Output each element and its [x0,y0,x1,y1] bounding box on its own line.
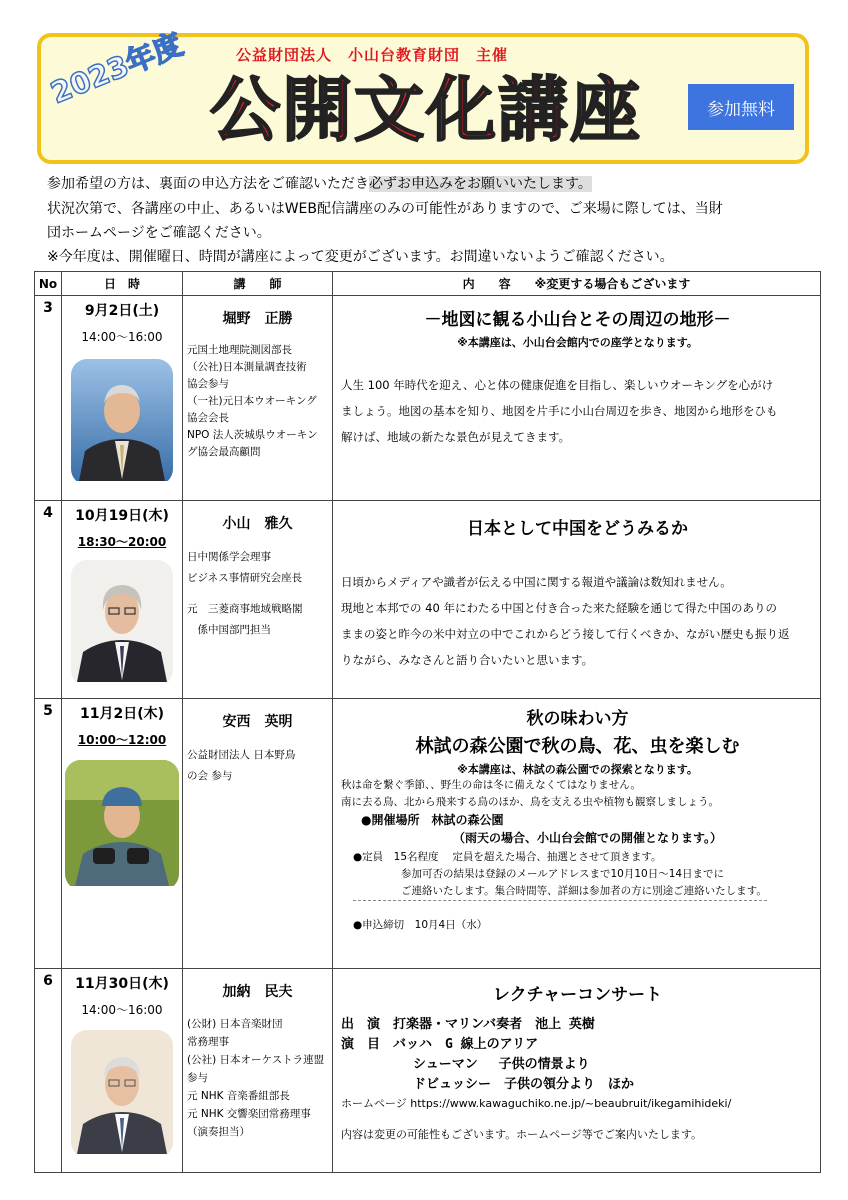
lecture-title: レクチャーコンサート [492,985,663,1005]
lecture-title: 秋の味わい方 [526,709,629,729]
notice-line-4: ※今年度は、開催曜日、時間が講座によって変更がございます。お間違いないようご確認ください。 [47,249,674,265]
lecture-time: 10:00～12:00 [77,733,167,747]
lecture-date-cell [62,501,183,699]
lecture-title: －地図に観る小山台とその周辺の地形－ [424,310,731,330]
lecture-title: 日本として中国をどうみるか [467,519,688,539]
notice-line-1 [47,173,592,195]
lecturer-photo [71,1030,173,1158]
lecturer-photo [65,760,179,890]
lecturer-cell [183,969,333,1173]
lecture-description: 日頃からメディアや識者が伝える中国に関する報道や議論は数知れません。 現地と本邦での 40 年にわたる中国と付き合った来た経験を通じて得た中国のありの ままの姿と昨今の米中対立の中でこれからどう接して行くべきか、ながい歴史も振り返 りながら、みなさんと語り合いたいと思います。 [341,575,790,667]
capacity-info: ●定員 15名程度 定員を超えた場合、抽選とさせて頂きます。 参加可否の結果は登録のメールアドレスまで10月10日～14日までに ご連絡いたします。集合時間等、詳細は参加者の方に別途ご連絡いたします。 [341,849,814,901]
lecture-date-cell [62,296,183,501]
lecturer-name: 小山 雅久 [222,516,293,532]
venue-note: （雨天の場合、小山台会館での開催となります。） [453,831,723,845]
lecture-date: 11月2日(木) [79,706,165,722]
lecture-date-cell [62,969,183,1173]
notice-highlight: 必ずお申込みをお願いいたします。 [369,176,592,192]
lecture-content-cell [333,501,821,699]
lecture-note: ※本講座は、林試の森公園での探索となります。 [457,763,698,776]
lecture-time: 14:00～16:00 [81,330,163,344]
table-header-row [35,272,821,296]
application-deadline: ●申込締切 10月4日（水） [353,919,488,931]
lecturer-profile: 日中関係学会理事 ビジネス事情研究会座長 元 三菱商事地域戦略閣 係中国部門担当 [187,551,303,636]
lecture-date: 10月19日(木) [75,508,169,524]
lecturer-cell [183,296,333,501]
notice-line-2: 状況次第で、各講座の中止、あるいはWEB配信講座のみの可能性がありますので、ご来場に際しては、当財 [47,201,723,217]
lecture-content-cell [333,699,821,969]
lecture-subtitle: 林試の森公園で秋の鳥、花、虫を楽しむ [415,736,740,757]
lecture-date-cell [62,699,183,969]
notice-line-3: 団ホームページをご確認ください。 [47,225,271,241]
lecturer-photo [71,560,173,686]
closing-note: 内容は変更の可能性もございます。ホームページ等でご案内いたします。 [341,1128,703,1141]
header-lecturer: 講 師 [183,272,333,296]
program-info: 出 演 打楽器・マリンバ奏者 池上 英樹 演 目 バッハ G 線上のアリア シューマン 子供の情景より ドビュッシー 子供の領分より ほか [341,1017,635,1092]
lecture-description: 人生 100 年時代を迎え、心と体の健康促進を目指し、楽しいウオーキングを心がけ ましょう。地図の基本を知り、地図を片手に小山台周辺を歩き、地図から地形をひも 解けば、地域の新たな景色が見えてきます。 [341,378,778,444]
lecture-no: 6 [35,969,62,1173]
lecture-date: 11月30日(木) [75,976,169,992]
table-row [35,296,821,501]
free-admission-badge: 参加無料 [688,84,794,130]
year-label: 2023年度 [45,26,188,111]
lecture-no: 4 [35,501,62,699]
lecturer-profile: 公益財団法人 日本野鳥 の会 参与 [187,749,296,782]
header-content: 内 容 ※変更する場合もございます [333,272,821,296]
page-title: 公開文化講座 [210,69,642,151]
lecturer-profile: (公財) 日本音楽財団 常務理事 (公社) 日本オーケストラ連盟 参与 元 NHK 音楽番組部長 元 NHK 交響楽団常務理事 （演奏担当） [187,1018,325,1138]
lecturer-profile: 元国土地理院測図部長 （公社)日本測量調査技術 協会参与 （一社)元日本ウオーキング 協会会長 NPO 法人茨城県ウオーキン グ協会最高顧問 [187,344,318,458]
lecture-time: 18:30～20:00 [77,535,167,549]
organizer-text: 公益財団法人 小山台教育財団 主催 [236,46,509,64]
venue-label: ●開催場所 林試の森公園 [361,813,504,827]
lecturer-name: 加納 民夫 [222,984,293,1000]
header-no: No [35,272,62,296]
lecture-time: 14:00～16:00 [81,1003,163,1017]
lecturer-cell [183,501,333,699]
lecture-date: 9月2日(土) [84,303,160,319]
lecture-description: 秋は命を繋ぐ季節、、野生の命は冬に備えなくてはなりません。 南に去る鳥、北から飛来する鳥のほか、鳥を支える虫や植物も観察しましょう。 [341,779,719,808]
lecture-no: 5 [35,699,62,969]
lecturer-photo [71,359,173,485]
notice-text: 参加希望の方は、裏面の申込方法をご確認いただき [47,176,369,192]
table-row [35,969,821,1173]
table-row [35,699,821,969]
lecturer-name: 安西 英明 [222,714,293,730]
homepage-link[interactable]: ホームページ https://www.kawaguchiko.ne.jp/~beaubruit/ikegamihideki/ [341,1097,732,1110]
lecture-note: ※本講座は、小山台会館内での座学となります。 [457,336,698,349]
lecture-content-cell [333,969,821,1173]
table-row [35,501,821,699]
header-date: 日 時 [62,272,183,296]
lecture-table [34,271,821,1173]
lecture-no: 3 [35,296,62,501]
lecturer-name: 堀野 正勝 [222,311,293,327]
lecturer-cell [183,699,333,969]
lecture-content-cell [333,296,821,501]
